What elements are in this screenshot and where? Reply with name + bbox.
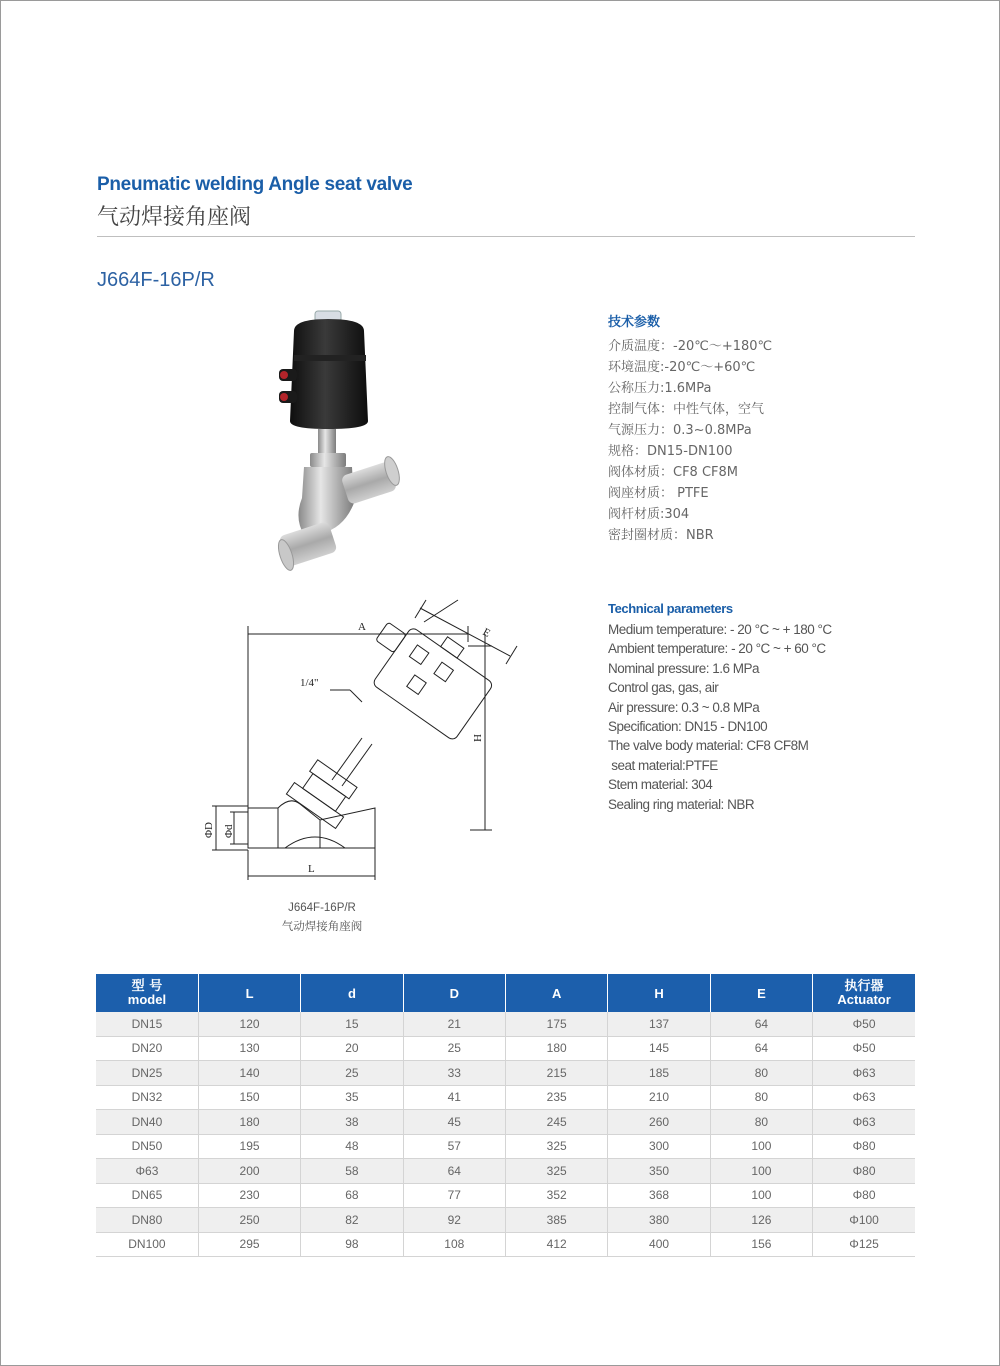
table-cell: Φ63	[813, 1110, 915, 1135]
table-cell: 41	[403, 1085, 505, 1110]
valve-photo	[274, 303, 402, 578]
model-number: J664F-16P/R	[97, 269, 215, 291]
spec-cn-line: 密封圈材质：NBR	[608, 528, 714, 543]
table-cell: Φ80	[813, 1134, 915, 1159]
table-cell: 25	[403, 1036, 505, 1061]
table-cell: 260	[608, 1110, 710, 1135]
table-cell: 295	[198, 1232, 300, 1257]
col-header-h: H	[608, 974, 710, 1012]
table-row	[96, 1159, 915, 1184]
table-cell: Φ63	[813, 1085, 915, 1110]
spec-cn-list	[608, 336, 772, 546]
table-cell: 35	[301, 1085, 403, 1110]
col-header-d-outer: D	[403, 974, 505, 1012]
table-cell: 82	[301, 1208, 403, 1233]
table-cell: 140	[198, 1061, 300, 1086]
table-cell: 80	[710, 1085, 812, 1110]
col-header-actuator-en: Actuator	[837, 992, 891, 1007]
table-row	[96, 1085, 915, 1110]
spec-cn-line: 阀杆材质:304	[608, 507, 690, 522]
spec-en-line: Nominal pressure: 1.6 MPa	[608, 660, 760, 676]
spec-en-line: Stem material: 304	[608, 777, 713, 793]
table-cell: 325	[506, 1134, 608, 1159]
table-cell: 38	[301, 1110, 403, 1135]
dim-label-a: A	[358, 621, 366, 633]
spec-en-line: Sealing ring material: NBR	[608, 796, 755, 812]
spec-cn-line: 公称压力:1.6MPa	[608, 381, 712, 396]
table-cell: 120	[198, 1012, 300, 1036]
table-cell: 126	[710, 1208, 812, 1233]
spec-cn-line: 环境温度:-20℃～+60℃	[608, 360, 756, 375]
table-row	[96, 1232, 915, 1257]
col-header-model-cn: 型 号	[131, 979, 163, 994]
table-row	[96, 1012, 915, 1036]
table-cell: 385	[506, 1208, 608, 1233]
spec-cn-line: 阀座材质： PTFE	[608, 486, 709, 501]
table-cell: 58	[301, 1159, 403, 1184]
spec-en-line: Specification: DN15 - DN100	[608, 719, 768, 735]
dim-label-d-outer: ΦD	[203, 822, 215, 838]
table-body	[96, 1012, 915, 1257]
table-cell: 25	[301, 1061, 403, 1086]
table-cell: 180	[198, 1110, 300, 1135]
table-cell: Φ63	[96, 1159, 198, 1184]
table-cell: Φ50	[813, 1036, 915, 1061]
spec-cn-line: 阀体材质：CF8 CF8M	[608, 465, 739, 480]
table-row	[96, 1134, 915, 1159]
col-header-actuator-cn: 执行器	[844, 979, 884, 994]
table-cell: 137	[608, 1012, 710, 1036]
table-cell: 235	[506, 1085, 608, 1110]
dim-label-d-inner: Φd	[223, 824, 235, 838]
table-cell: 108	[403, 1232, 505, 1257]
table-cell: DN40	[96, 1110, 198, 1135]
table-cell: 380	[608, 1208, 710, 1233]
spec-cn-line: 介质温度：-20℃～+180℃	[608, 339, 773, 354]
table-cell: DN25	[96, 1061, 198, 1086]
table-cell: 400	[608, 1232, 710, 1257]
spec-en-line: Control gas, gas, air	[608, 680, 719, 696]
col-header-l: L	[198, 974, 300, 1012]
table-cell: 68	[301, 1183, 403, 1208]
table-cell: 57	[403, 1134, 505, 1159]
drawing-caption-model: J664F-16P/R	[288, 902, 356, 914]
spec-en-line: Medium temperature: - 20 °C ~ + 180 °C	[608, 622, 832, 637]
table-cell: 368	[608, 1183, 710, 1208]
table-cell: Φ80	[813, 1183, 915, 1208]
table-row	[96, 1183, 915, 1208]
table-cell: DN20	[96, 1036, 198, 1061]
table-cell: 250	[198, 1208, 300, 1233]
col-header-actuator	[813, 974, 915, 1012]
table-cell: 150	[198, 1085, 300, 1110]
table-cell: 21	[403, 1012, 505, 1036]
table-cell: 98	[301, 1232, 403, 1257]
table-header-row	[96, 974, 915, 1012]
table-cell: 245	[506, 1110, 608, 1135]
table-cell: 80	[710, 1061, 812, 1086]
col-header-model	[96, 974, 198, 1012]
table-cell: 325	[506, 1159, 608, 1184]
dim-label-e: E	[480, 626, 493, 640]
table-cell: 64	[710, 1036, 812, 1061]
table-cell: Φ80	[813, 1159, 915, 1184]
table-cell: 20	[301, 1036, 403, 1061]
table-cell: 300	[608, 1134, 710, 1159]
table-cell: 352	[506, 1183, 608, 1208]
col-header-e: E	[710, 974, 812, 1012]
table-cell: DN100	[96, 1232, 198, 1257]
table-cell: 350	[608, 1159, 710, 1184]
col-header-d-inner: d	[301, 974, 403, 1012]
spec-cn-heading: 技术参数	[608, 315, 661, 330]
table-cell: 92	[403, 1208, 505, 1233]
page-title-cn: 气动焊接角座阀	[97, 205, 252, 230]
table-cell: 156	[710, 1232, 812, 1257]
table-cell: 145	[608, 1036, 710, 1061]
table-row	[96, 1208, 915, 1233]
table-row	[96, 1110, 915, 1135]
drawing-caption-cn: 气动焊接角座阀	[281, 919, 363, 933]
dimension-drawing	[190, 598, 530, 888]
dim-label-h: H	[471, 734, 483, 742]
table-cell: Φ100	[813, 1208, 915, 1233]
table-cell: 77	[403, 1183, 505, 1208]
table-cell: Φ125	[813, 1232, 915, 1257]
table-cell: 180	[506, 1036, 608, 1061]
table-cell: 33	[403, 1061, 505, 1086]
spec-en-line: The valve body material: CF8 CF8M	[608, 738, 809, 754]
table-cell: 175	[506, 1012, 608, 1036]
table-cell: Φ63	[813, 1061, 915, 1086]
table-cell: 215	[506, 1061, 608, 1086]
table-cell: 100	[710, 1134, 812, 1159]
table-cell: 185	[608, 1061, 710, 1086]
title-divider	[97, 236, 915, 237]
spec-en-line: Air pressure: 0.3 ~ 0.8 MPa	[608, 699, 760, 715]
col-header-a: A	[506, 974, 608, 1012]
spec-en-heading: Technical parameters	[608, 601, 733, 616]
table-cell: 48	[301, 1134, 403, 1159]
table-cell: 195	[198, 1134, 300, 1159]
dim-label-thread: 1/4"	[300, 677, 319, 689]
table-cell: 230	[198, 1183, 300, 1208]
table-cell: 64	[403, 1159, 505, 1184]
spec-cn-line: 控制气体：中性气体，空气	[608, 402, 765, 417]
table-cell: 45	[403, 1110, 505, 1135]
table-cell: 412	[506, 1232, 608, 1257]
table-row	[96, 1061, 915, 1086]
spec-cn-line: 规格：DN15-DN100	[608, 444, 733, 459]
table-cell: DN65	[96, 1183, 198, 1208]
table-row	[96, 1036, 915, 1061]
spec-en-line: Ambient temperature: - 20 °C ~ + 60 °C	[608, 641, 826, 657]
table-cell: 100	[710, 1183, 812, 1208]
table-cell: DN15	[96, 1012, 198, 1036]
spec-cn-line: 气源压力：0.3~0.8MPa	[608, 423, 752, 438]
table-cell: 64	[710, 1012, 812, 1036]
table-cell: 200	[198, 1159, 300, 1184]
dim-label-l: L	[308, 863, 315, 875]
table-cell: 80	[710, 1110, 812, 1135]
table-cell: 130	[198, 1036, 300, 1061]
table-cell: DN32	[96, 1085, 198, 1110]
spec-en-list	[608, 620, 832, 814]
table-cell: 100	[710, 1159, 812, 1184]
col-header-model-en: model	[127, 992, 167, 1007]
table-cell: 210	[608, 1085, 710, 1110]
table-cell: DN50	[96, 1134, 198, 1159]
table-cell: Φ50	[813, 1012, 915, 1036]
spec-en-line: seat material:PTFE	[608, 757, 718, 773]
page-title: Pneumatic welding Angle seat valve	[97, 174, 413, 195]
table-cell: 15	[301, 1012, 403, 1036]
dimension-table	[96, 974, 915, 1257]
table-cell: DN80	[96, 1208, 198, 1233]
